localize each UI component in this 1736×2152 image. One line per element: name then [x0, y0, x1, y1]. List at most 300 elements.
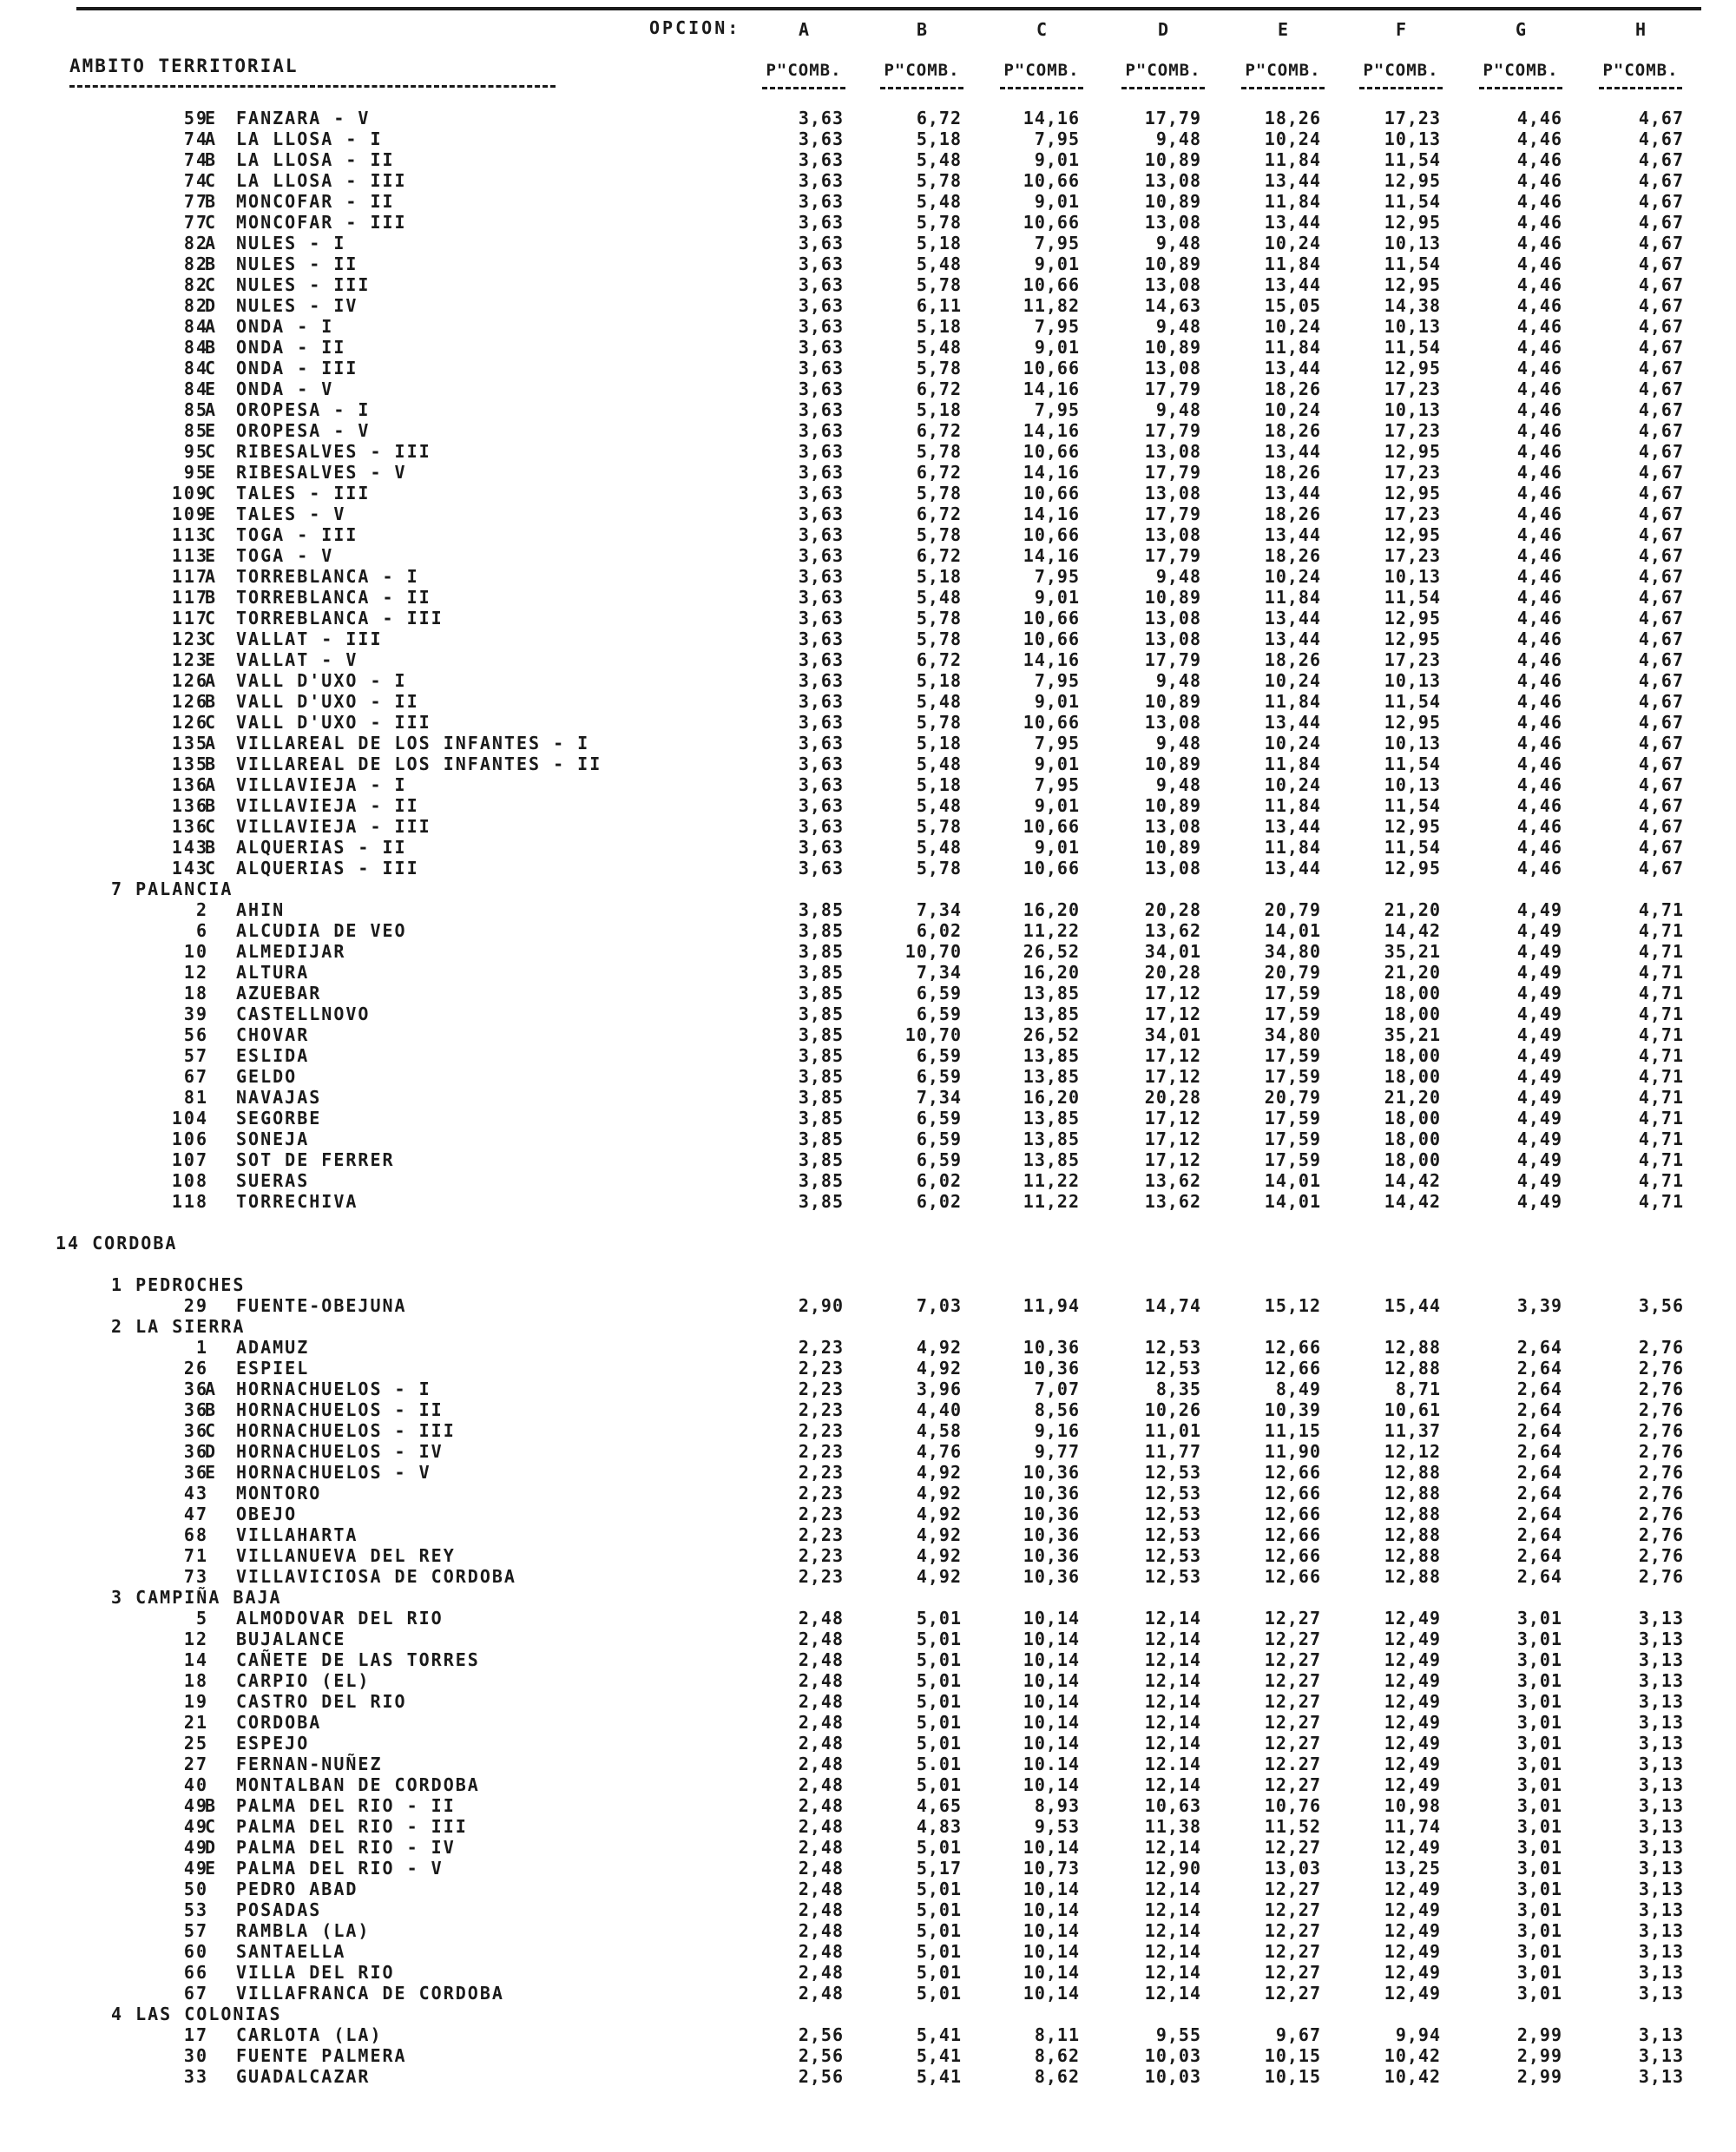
value-a: 3,85	[798, 1004, 844, 1024]
municipality-code: 107	[171, 1149, 208, 1170]
municipality-code: 143	[171, 837, 208, 858]
zone-heading	[0, 1274, 1736, 1295]
zone-letter: A	[205, 233, 218, 253]
value-c: 13,85	[1023, 1066, 1080, 1087]
municipality-name: PALMA DEL RIO - IV	[236, 1837, 456, 1858]
municipality-name: ALTURA	[236, 962, 310, 983]
value-c: 10.14	[1023, 1754, 1080, 1774]
value-g: 4,46	[1516, 566, 1562, 587]
value-c: 11,22	[1023, 920, 1080, 941]
value-a: 3,63	[798, 399, 844, 420]
value-g: 4,49	[1516, 983, 1562, 1004]
value-e: 17,59	[1264, 1045, 1321, 1066]
municipality-name: CHOVAR	[236, 1024, 310, 1045]
value-f: 11,54	[1384, 691, 1441, 712]
value-h: 4,67	[1638, 441, 1684, 462]
table-row	[0, 1899, 1736, 1920]
value-e: 17,59	[1264, 1004, 1321, 1024]
value-d: 12,14	[1144, 1983, 1201, 2004]
value-a: 3,63	[798, 858, 844, 879]
value-a: 3,63	[798, 524, 844, 545]
table-row	[0, 608, 1736, 628]
table-row	[0, 253, 1736, 274]
municipality-code: 27	[183, 1754, 208, 1774]
value-e: 17,59	[1264, 1066, 1321, 1087]
value-c: 10,66	[1023, 712, 1080, 733]
value-g: 4,46	[1516, 233, 1562, 253]
value-c: 13,85	[1023, 983, 1080, 1004]
option-letter-f: F	[1395, 19, 1407, 40]
value-d: 10,03	[1144, 2045, 1201, 2066]
municipality-name: VILLAVIEJA - II	[236, 795, 419, 816]
value-d: 17,79	[1144, 649, 1201, 670]
value-f: 12,88	[1384, 1337, 1441, 1358]
municipality-code: 43	[183, 1483, 208, 1504]
municipality-code: 109	[171, 483, 208, 503]
zone-letter: E	[205, 649, 218, 670]
table-row	[0, 503, 1736, 524]
table-row	[0, 670, 1736, 691]
value-c: 13,85	[1023, 1129, 1080, 1149]
municipality-name: MONCOFAR - III	[236, 212, 407, 233]
ambito-label: AMBITO TERRITORIAL	[69, 56, 299, 76]
value-h: 4,67	[1638, 670, 1684, 691]
value-h: 4,67	[1638, 774, 1684, 795]
value-g: 3,01	[1516, 1858, 1562, 1879]
value-h: 4,71	[1638, 962, 1684, 983]
table-row	[0, 649, 1736, 670]
municipality-code: 136	[171, 816, 208, 837]
value-e: 18,26	[1264, 108, 1321, 128]
municipality-name: VALLAT - V	[236, 649, 358, 670]
value-c: 10,14	[1023, 1899, 1080, 1920]
municipality-code: 36	[183, 1379, 208, 1399]
municipality-name: LA LLOSA - I	[236, 128, 383, 149]
column-header-rule	[762, 87, 845, 89]
value-f: 11,54	[1384, 191, 1441, 212]
value-d: 14,63	[1144, 295, 1201, 316]
table-row	[0, 1920, 1736, 1941]
value-f: 12,88	[1384, 1358, 1441, 1379]
municipality-code: 95	[183, 462, 208, 483]
value-h: 2,76	[1638, 1399, 1684, 1420]
value-f: 12,95	[1384, 274, 1441, 295]
value-a: 3,85	[798, 1024, 844, 1045]
municipality-name: VILLAREAL DE LOS INFANTES - II	[236, 754, 602, 774]
value-a: 2,48	[798, 1629, 844, 1649]
municipality-code: 12	[183, 1629, 208, 1649]
value-b: 5,01	[916, 1837, 962, 1858]
value-h: 4,71	[1638, 899, 1684, 920]
value-b: 5,78	[916, 628, 962, 649]
value-e: 18,26	[1264, 545, 1321, 566]
table-row	[0, 1774, 1736, 1795]
value-h: 4,71	[1638, 1108, 1684, 1129]
table-row	[0, 587, 1736, 608]
value-c: 10,14	[1023, 1879, 1080, 1899]
value-d: 12,14	[1144, 1691, 1201, 1712]
value-h: 4,67	[1638, 754, 1684, 774]
value-h: 4,67	[1638, 170, 1684, 191]
value-a: 3,63	[798, 670, 844, 691]
value-a: 3,85	[798, 1087, 844, 1108]
value-f: 11,54	[1384, 149, 1441, 170]
value-a: 2,23	[798, 1566, 844, 1587]
value-d: 12,53	[1144, 1337, 1201, 1358]
value-f: 18,00	[1384, 1129, 1441, 1149]
value-e: 15,12	[1264, 1295, 1321, 1316]
value-f: 12,49	[1384, 1983, 1441, 2004]
municipality-code: 1	[195, 1337, 208, 1358]
value-d: 17,79	[1144, 420, 1201, 441]
value-a: 2,23	[798, 1483, 844, 1504]
zone-heading	[0, 2004, 1736, 2024]
value-g: 4,49	[1516, 1004, 1562, 1024]
value-g: 4,49	[1516, 941, 1562, 962]
municipality-name: ESLIDA	[236, 1045, 310, 1066]
municipality-code: 50	[183, 1879, 208, 1899]
municipality-code: 82	[183, 233, 208, 253]
value-e: 10,15	[1264, 2045, 1321, 2066]
value-a: 2,48	[798, 1962, 844, 1983]
value-e: 12,27	[1264, 1962, 1321, 1983]
value-e: 34,80	[1264, 1024, 1321, 1045]
table-row	[0, 628, 1736, 649]
value-f: 11,54	[1384, 253, 1441, 274]
value-a: 2,90	[798, 1295, 844, 1316]
value-b: 5.01	[916, 1754, 962, 1774]
value-h: 2,76	[1638, 1524, 1684, 1545]
value-b: 5,78	[916, 274, 962, 295]
value-h: 4,67	[1638, 233, 1684, 253]
municipality-code: 12	[183, 962, 208, 983]
municipality-name: VILLAREAL DE LOS INFANTES - I	[236, 733, 590, 754]
municipality-name: NULES - III	[236, 274, 371, 295]
value-f: 8,71	[1395, 1379, 1441, 1399]
value-e: 13,44	[1264, 212, 1321, 233]
value-f: 12,49	[1384, 1962, 1441, 1983]
value-d: 9,55	[1155, 2024, 1201, 2045]
value-h: 4,67	[1638, 649, 1684, 670]
value-e: 10,24	[1264, 128, 1321, 149]
value-a: 3,85	[798, 1129, 844, 1149]
value-b: 6,59	[916, 1149, 962, 1170]
zone-letter: A	[205, 670, 218, 691]
value-b: 6,59	[916, 1045, 962, 1066]
value-d: 13,08	[1144, 483, 1201, 503]
value-f: 17,23	[1384, 503, 1441, 524]
municipality-code: 49	[183, 1816, 208, 1837]
value-c: 7,95	[1034, 670, 1080, 691]
value-f: 12,95	[1384, 816, 1441, 837]
value-h: 4,67	[1638, 337, 1684, 358]
value-a: 2,48	[798, 1733, 844, 1754]
value-a: 3,63	[798, 628, 844, 649]
value-h: 3,13	[1638, 1649, 1684, 1670]
column-header-d: P"COMB.	[1125, 61, 1201, 80]
municipality-name: PALMA DEL RIO - V	[236, 1858, 444, 1879]
value-c: 13,85	[1023, 1149, 1080, 1170]
value-g: 4,49	[1516, 1191, 1562, 1212]
municipality-name: VALL D'UXO - II	[236, 691, 419, 712]
municipality-code: 67	[183, 1066, 208, 1087]
value-c: 9,16	[1034, 1420, 1080, 1441]
value-g: 4,46	[1516, 337, 1562, 358]
value-c: 10,14	[1023, 1670, 1080, 1691]
value-g: 3,01	[1516, 1962, 1562, 1983]
value-d: 10,89	[1144, 754, 1201, 774]
value-d: 9,48	[1155, 399, 1201, 420]
value-e: 14,01	[1264, 1170, 1321, 1191]
value-h: 4,67	[1638, 420, 1684, 441]
value-b: 6,59	[916, 1108, 962, 1129]
value-c: 10,14	[1023, 1629, 1080, 1649]
municipality-code: 82	[183, 274, 208, 295]
zone-letter: C	[205, 628, 218, 649]
value-f: 21,20	[1384, 962, 1441, 983]
municipality-name: FERNAN-NUÑEZ	[236, 1754, 383, 1774]
value-f: 12,95	[1384, 358, 1441, 378]
value-d: 12,14	[1144, 1837, 1201, 1858]
table-row	[0, 1712, 1736, 1733]
value-e: 11,84	[1264, 337, 1321, 358]
value-a: 3,63	[798, 837, 844, 858]
municipality-name: OROPESA - I	[236, 399, 371, 420]
value-e: 12,27	[1264, 1837, 1321, 1858]
value-b: 5,18	[916, 733, 962, 754]
value-b: 5,01	[916, 1670, 962, 1691]
value-d: 11,01	[1144, 1420, 1201, 1441]
value-a: 2,23	[798, 1504, 844, 1524]
value-e: 12,27	[1264, 1774, 1321, 1795]
value-e: 18,26	[1264, 503, 1321, 524]
value-b: 5,01	[916, 1879, 962, 1899]
value-a: 3,85	[798, 983, 844, 1004]
value-d: 9,48	[1155, 233, 1201, 253]
value-g: 2,64	[1516, 1441, 1562, 1462]
municipality-code: 74	[183, 128, 208, 149]
municipality-name: AHIN	[236, 899, 286, 920]
value-g: 4,46	[1516, 795, 1562, 816]
value-d: 17,12	[1144, 983, 1201, 1004]
value-c: 10,66	[1023, 274, 1080, 295]
zone-letter: B	[205, 691, 218, 712]
municipality-code: 18	[183, 1670, 208, 1691]
table-row	[0, 920, 1736, 941]
table-row	[0, 233, 1736, 253]
value-d: 17,79	[1144, 108, 1201, 128]
column-header-rule	[1000, 87, 1083, 89]
table-row	[0, 1816, 1736, 1837]
value-f: 17,23	[1384, 462, 1441, 483]
table-row	[0, 212, 1736, 233]
value-h: 4,71	[1638, 1004, 1684, 1024]
value-g: 3,01	[1516, 1712, 1562, 1733]
value-f: 10,13	[1384, 733, 1441, 754]
value-f: 18,00	[1384, 1045, 1441, 1066]
value-e: 10,24	[1264, 399, 1321, 420]
value-a: 3,85	[798, 899, 844, 920]
value-h: 4,67	[1638, 691, 1684, 712]
municipality-name: SANTAELLA	[236, 1941, 346, 1962]
value-h: 4,67	[1638, 608, 1684, 628]
value-g: 2,64	[1516, 1524, 1562, 1545]
value-c: 10,66	[1023, 441, 1080, 462]
value-a: 2,48	[798, 1649, 844, 1670]
value-a: 3,63	[798, 733, 844, 754]
municipality-code: 109	[171, 503, 208, 524]
municipality-name: CASTELLNOVO	[236, 1004, 371, 1024]
value-e: 18,26	[1264, 378, 1321, 399]
zone-letter: C	[205, 608, 218, 628]
value-b: 6,02	[916, 920, 962, 941]
value-h: 3,13	[1638, 1754, 1684, 1774]
value-e: 12,27	[1264, 1941, 1321, 1962]
value-f: 10,13	[1384, 233, 1441, 253]
value-f: 12,95	[1384, 441, 1441, 462]
value-g: 4,46	[1516, 712, 1562, 733]
value-e: 12,27	[1264, 1608, 1321, 1629]
value-e: 12,66	[1264, 1358, 1321, 1379]
value-a: 2,56	[798, 2024, 844, 2045]
value-h: 4,67	[1638, 483, 1684, 503]
value-e: 10,24	[1264, 316, 1321, 337]
zone-letter: D	[205, 295, 218, 316]
value-b: 4,58	[916, 1420, 962, 1441]
value-f: 12,95	[1384, 858, 1441, 879]
value-g: 3,01	[1516, 1774, 1562, 1795]
table-row	[0, 1149, 1736, 1170]
column-header-rule	[1599, 87, 1682, 89]
value-b: 5,48	[916, 149, 962, 170]
municipality-name: ALMODOVAR DEL RIO	[236, 1608, 444, 1629]
value-d: 9,48	[1155, 733, 1201, 754]
value-h: 3,13	[1638, 1899, 1684, 1920]
value-b: 5,48	[916, 191, 962, 212]
value-h: 4,67	[1638, 733, 1684, 754]
value-a: 2,48	[798, 1691, 844, 1712]
value-g: 2,64	[1516, 1379, 1562, 1399]
table-row	[0, 1337, 1736, 1358]
value-e: 17,59	[1264, 983, 1321, 1004]
value-e: 12,66	[1264, 1337, 1321, 1358]
value-d: 12,14	[1144, 1649, 1201, 1670]
value-g: 4,46	[1516, 587, 1562, 608]
table-row	[0, 108, 1736, 128]
value-d: 12,14	[1144, 1899, 1201, 1920]
value-e: 12,27	[1264, 1629, 1321, 1649]
zone-letter: A	[205, 566, 218, 587]
value-a: 3,63	[798, 649, 844, 670]
value-f: 21,20	[1384, 1087, 1441, 1108]
value-c: 7,95	[1034, 566, 1080, 587]
municipality-code: 57	[183, 1045, 208, 1066]
value-c: 16,20	[1023, 899, 1080, 920]
value-g: 3,01	[1516, 1983, 1562, 2004]
value-h: 3,13	[1638, 1712, 1684, 1733]
value-f: 11,74	[1384, 1816, 1441, 1837]
value-d: 20,28	[1144, 1087, 1201, 1108]
value-f: 12,95	[1384, 712, 1441, 733]
municipality-name: ONDA - I	[236, 316, 334, 337]
value-g: 4,46	[1516, 649, 1562, 670]
value-a: 3,63	[798, 754, 844, 774]
municipality-code: 19	[183, 1691, 208, 1712]
value-a: 2,48	[798, 1670, 844, 1691]
value-e: 10,24	[1264, 670, 1321, 691]
table-row	[0, 1879, 1736, 1899]
zone-letter: C	[205, 274, 218, 295]
municipality-code: 126	[171, 712, 208, 733]
value-a: 2,23	[798, 1524, 844, 1545]
value-f: 12,49	[1384, 1712, 1441, 1733]
municipality-code: 84	[183, 358, 208, 378]
value-c: 10,36	[1023, 1337, 1080, 1358]
municipality-code: 113	[171, 524, 208, 545]
municipality-code: 136	[171, 774, 208, 795]
value-h: 4,71	[1638, 1066, 1684, 1087]
value-g: 3,39	[1516, 1295, 1562, 1316]
municipality-code: 10	[183, 941, 208, 962]
value-c: 14,16	[1023, 649, 1080, 670]
value-d: 12,14	[1144, 1879, 1201, 1899]
municipality-name: SEGORBE	[236, 1108, 322, 1129]
value-e: 20,79	[1264, 962, 1321, 983]
zone-letter: D	[205, 1441, 218, 1462]
value-e: 12,27	[1264, 1691, 1321, 1712]
value-d: 34,01	[1144, 941, 1201, 962]
value-g: 2,64	[1516, 1504, 1562, 1524]
municipality-name: ALQUERIAS - III	[236, 858, 419, 879]
value-f: 12,88	[1384, 1462, 1441, 1483]
value-d: 10,63	[1144, 1795, 1201, 1816]
value-f: 10,42	[1384, 2045, 1441, 2066]
value-g: 2,99	[1516, 2024, 1562, 2045]
value-g: 4,46	[1516, 837, 1562, 858]
value-g: 4,46	[1516, 316, 1562, 337]
value-d: 10,89	[1144, 337, 1201, 358]
municipality-code: 40	[183, 1774, 208, 1795]
value-b: 5,41	[916, 2066, 962, 2087]
municipality-name: RAMBLA (LA)	[236, 1920, 371, 1941]
table-row	[0, 795, 1736, 816]
value-d: 12,53	[1144, 1566, 1201, 1587]
value-g: 4,46	[1516, 399, 1562, 420]
value-c: 10,36	[1023, 1504, 1080, 1524]
municipality-code: 74	[183, 149, 208, 170]
value-g: 4,46	[1516, 378, 1562, 399]
municipality-code: 117	[171, 587, 208, 608]
value-c: 10,14	[1023, 1691, 1080, 1712]
value-e: 12,27	[1264, 1983, 1321, 2004]
municipality-code: 82	[183, 295, 208, 316]
value-c: 10,73	[1023, 1858, 1080, 1879]
table-row	[0, 1524, 1736, 1545]
value-c: 10,36	[1023, 1483, 1080, 1504]
value-b: 5,78	[916, 441, 962, 462]
value-g: 2,64	[1516, 1399, 1562, 1420]
value-e: 18,26	[1264, 649, 1321, 670]
value-h: 4,67	[1638, 128, 1684, 149]
value-b: 5,01	[916, 1691, 962, 1712]
table-row	[0, 462, 1736, 483]
value-c: 16,20	[1023, 962, 1080, 983]
value-a: 3,63	[798, 774, 844, 795]
value-b: 5,48	[916, 691, 962, 712]
value-b: 5,01	[916, 1899, 962, 1920]
value-e: 17,59	[1264, 1108, 1321, 1129]
value-b: 6,59	[916, 1004, 962, 1024]
